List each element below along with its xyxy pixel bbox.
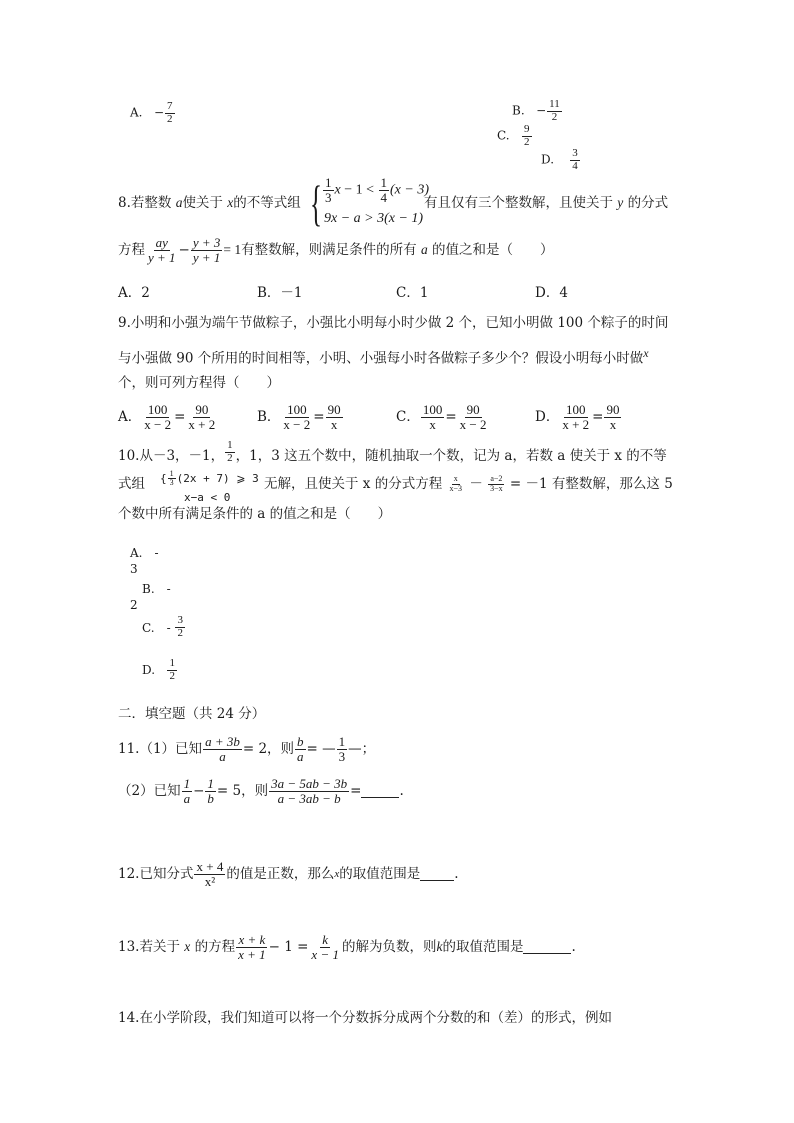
q10-line2-start: 式组 <box>118 476 145 492</box>
fraction: $\frac{ay}{y + 1}$ <box>148 235 176 265</box>
fraction: $\frac{90}{x + 2}$ <box>188 402 216 432</box>
section-heading: 二．填空题（共 24 分） <box>118 706 266 722</box>
fraction: $\frac{3}{4}$ <box>572 147 578 172</box>
fraction: $\frac{1}{3}$ <box>325 175 332 205</box>
q10-option-a-value: 3 <box>130 562 138 576</box>
fraction: $\frac{90}{x}$ <box>606 402 620 432</box>
fraction: $\frac{100}{x - 2}$ <box>144 402 172 432</box>
q10-line3: 个数中所有满足条件的 a 的值之和是（ ） <box>118 506 392 522</box>
fraction: $\frac{7}{2}$ <box>167 100 173 125</box>
fraction: $\frac{x + 4}{\text{x²}}$ <box>196 859 224 889</box>
q7-option-c: C. $\frac{9}{2}$ <box>497 123 530 148</box>
fraction: $\frac{90}{x - 2}$ <box>459 402 487 432</box>
q7-option-b: B. − $\frac{11}{2}$ <box>512 98 560 123</box>
q8-option-c: C．1 <box>396 285 429 301</box>
fraction: $\frac{1}{3}$ <box>169 469 174 488</box>
fraction: $\frac{9}{2}$ <box>524 123 530 148</box>
q8-system-row2: 9x − a > 3(x − 1) <box>324 211 424 226</box>
fraction: $\frac{100}{x - 2}$ <box>283 402 311 432</box>
q9-line3: 个，则可列方程得（ ） <box>118 375 280 391</box>
q10-system: { $\frac{1}{3}$ (2x + 7) ⩾ 3 <box>160 469 259 488</box>
fraction: $\frac{x + k}{x + 1}$ <box>238 932 266 962</box>
q12: 12.已知分式 $\frac{x + 4}{\text{x²}}$ 的值是正数，那么 x 的取值范围是 . <box>118 859 459 889</box>
q14-line1: 14.在小学阶段，我们知道可以将一个分数拆分成两个分数的和（差）的形式，例如 <box>118 1010 612 1026</box>
q7-option-d: D. $\frac{3}{4}$ <box>541 147 578 172</box>
fraction: $\frac{b}{a}$ <box>297 734 304 764</box>
q9-option-d: D． $\frac{100}{x + 2}$ = $\frac{90}{x}$ <box>535 402 620 432</box>
q8-option-b: B．－1 <box>257 285 303 301</box>
fraction: $\frac{90}{x}$ <box>327 402 341 432</box>
q10-line1: 10.从－3，－1， $\frac{1}{2}$ ，1，3 这五个数中，随机抽取一个数，记为 a，若数 a 使关于 x 的不等 <box>118 438 667 464</box>
q10-option-b: B. - <box>142 582 171 596</box>
q7-option-a: A. − $\frac{7}{2}$ <box>130 100 173 125</box>
fraction: $\frac{3}{2}$ <box>177 614 183 639</box>
answer-blank[interactable] <box>361 785 399 798</box>
q13: 13.若关于 x 的方程 $\frac{x + k}{x + 1}$ − 1 = $\frac{k}{x - 1}$ 的解为负数，则 k 的取值范围是 . <box>118 932 576 962</box>
q8-option-a: A．2 <box>118 285 150 301</box>
q10-system-row2: x−a < 0 <box>184 491 231 504</box>
fraction: $\frac{y + 3}{y + 1}$ <box>192 235 221 265</box>
fraction: $\frac{a-2}{3-x}$ <box>490 474 503 493</box>
fraction: $\frac{1}{b}$ <box>207 776 214 806</box>
q9-option-c: C． $\frac{100}{x}$ = $\frac{90}{x - 2}$ <box>396 402 487 432</box>
q8-system-row1: $\frac{1}{3}$ x − 1 < $\frac{1}{4}$ (x − 3) <box>325 175 430 205</box>
q9-line2: 与小强做 90 个所用的时间相等，小明、小强每小时各做粽子多少个？假设小明每小时做x <box>118 346 649 367</box>
q8-system-brace: { <box>310 175 322 231</box>
fraction: $\frac{a + 3b}{a}$ <box>205 734 240 764</box>
q9-option-b: B． $\frac{100}{x - 2}$ = $\frac{90}{x}$ <box>257 402 341 432</box>
q10-option-a: A. - <box>130 546 159 560</box>
q9-option-a: A． $\frac{100}{x - 2}$ = $\frac{90}{x + 2}$ <box>118 402 216 432</box>
answer-fraction: $\frac{1}{3}$ <box>338 734 346 764</box>
q11-part1: 11.（1）已知 $\frac{a + 3b}{a}$ = 2，则 $\frac{b}{a}$ = — $\frac{1}{3}$ —； <box>118 734 376 764</box>
q8-line2: 方程 $\frac{ay}{y + 1}$ − $\frac{y + 3}{y + 1}$ = 1 有整数解，则满足条件的所有 a 的值之和是（ ） <box>118 235 554 265</box>
option-letter: A. <box>130 105 143 120</box>
q8-option-d: D．4 <box>535 285 568 301</box>
q9-line1: 9.小明和小强为端午节做粽子，小强比小明每小时少做 2 个，已知小明做 100 个粽子的时间 <box>118 315 669 331</box>
fraction: $\frac{1}{2}$ <box>169 657 175 682</box>
fraction: $\frac{x}{x-3}$ <box>449 474 463 493</box>
q10-line2: 无解，且使关于 x 的分式方程 $\frac{x}{x-3}$ － $\frac{a-2}{3-x}$ = －1 有整数解，那么这 5 <box>264 474 673 493</box>
q10-option-b-value: 2 <box>130 598 138 612</box>
q8-line1-suffix: 有且仅有三个整数解，且使关于 y 的分式 <box>424 195 669 211</box>
q10-option-d: D. $\frac{1}{2}$ <box>142 657 175 682</box>
fraction: $\frac{3a - 5ab - 3b}{a - 3ab - b}$ <box>271 776 348 806</box>
q10-option-c: C. - $\frac{3}{2}$ <box>142 614 183 639</box>
fraction: $\frac{1}{4}$ <box>380 175 388 205</box>
fraction: $\frac{100}{x + 2}$ <box>562 402 590 432</box>
fraction: $\frac{1}{a}$ <box>183 776 191 806</box>
q8-line1: 8.若整数 a使关于 x的不等式组 <box>118 195 301 211</box>
fraction: $\frac{k}{x - 1}$ <box>311 932 339 962</box>
answer-blank[interactable] <box>420 868 454 881</box>
answer-blank[interactable] <box>523 941 571 954</box>
q11-part2: （2）已知 $\frac{1}{a}$ − $\frac{1}{b}$ = 5，则 $\frac{3a - 5ab - 3b}{a - 3ab - b}$ = . <box>118 776 404 806</box>
fraction: $\frac{11}{2}$ <box>549 98 560 123</box>
fraction: $\frac{100}{x}$ <box>422 402 443 432</box>
fraction: $\frac{1}{2}$ <box>227 438 233 464</box>
